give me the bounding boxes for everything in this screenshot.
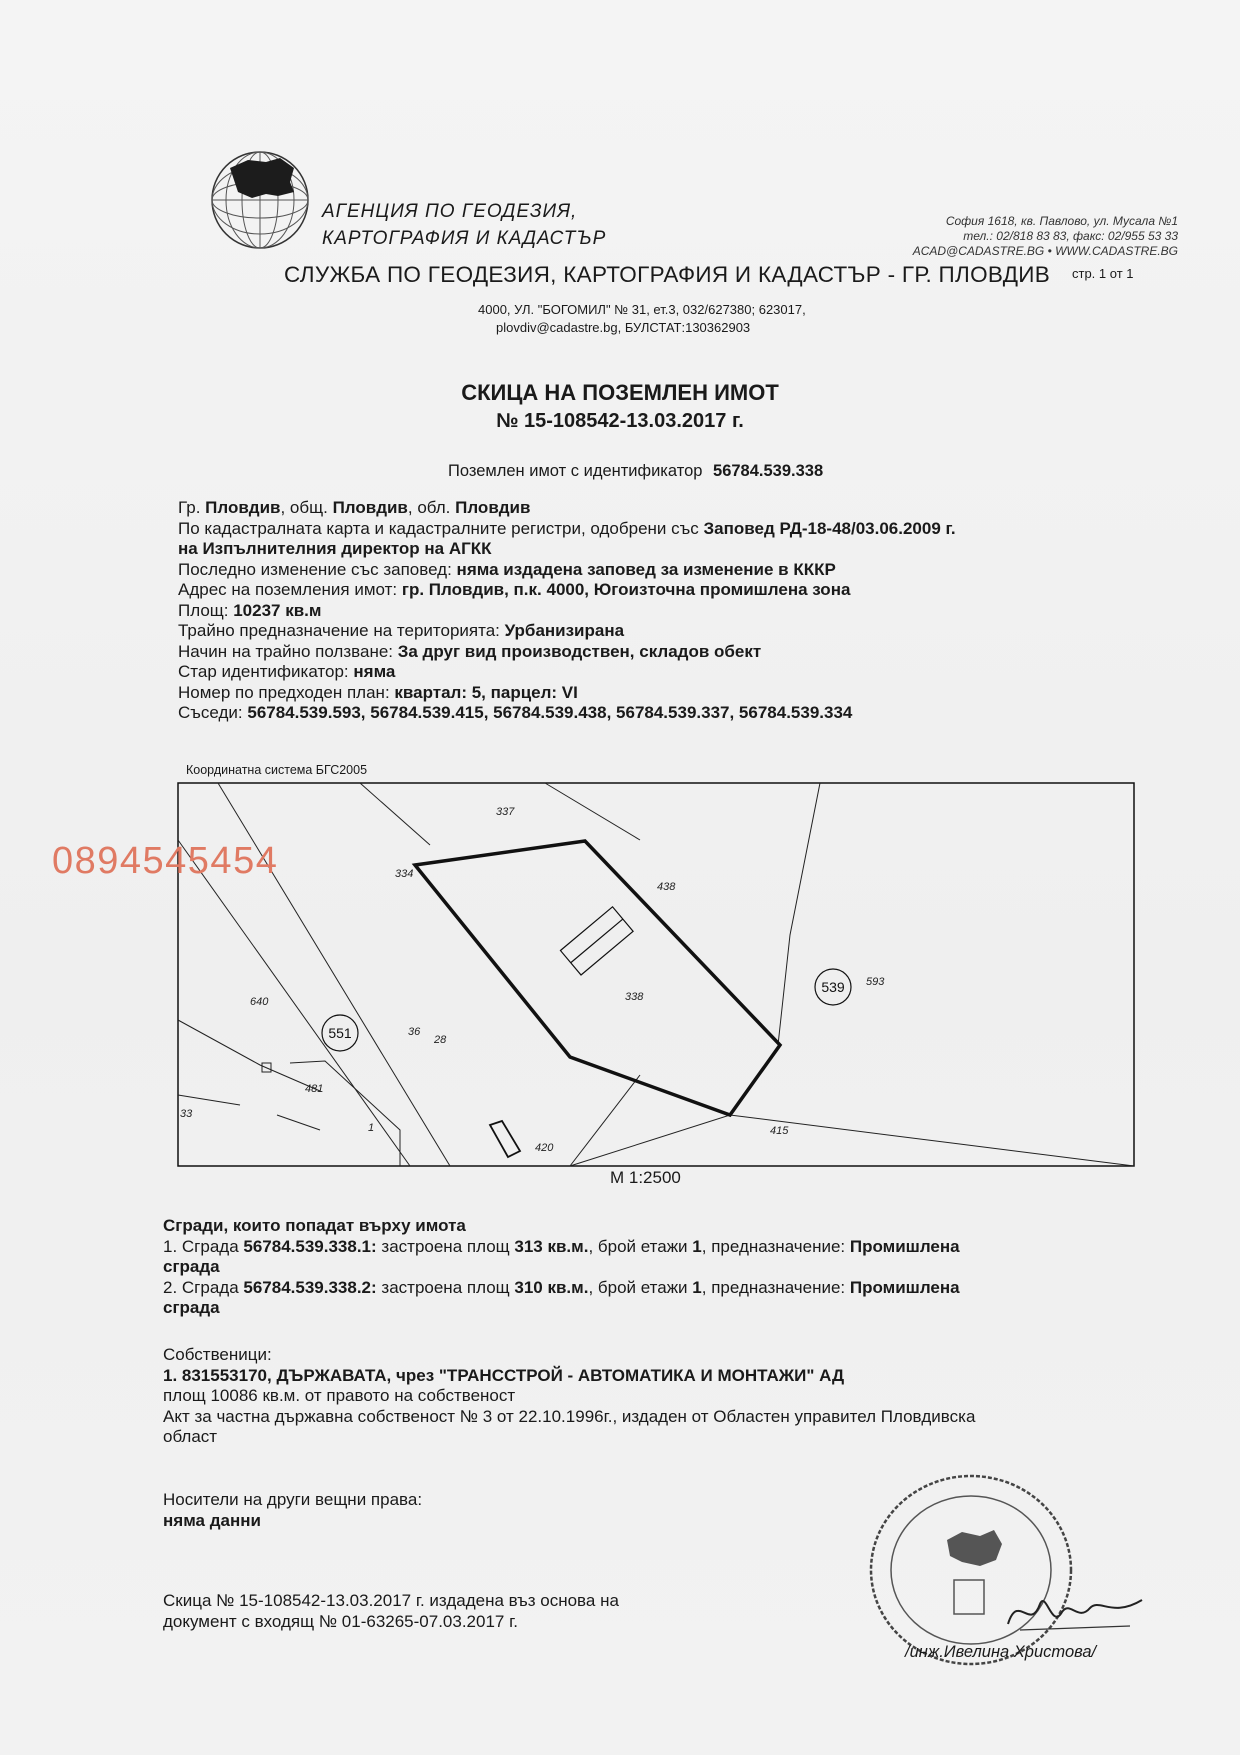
approval-cont: [178, 539, 956, 560]
last-change-line: [178, 560, 956, 581]
neighbors-label: Съседи:: [178, 703, 248, 722]
approval-line: [178, 519, 956, 540]
loc-prefix: , общ.: [280, 498, 333, 517]
boundary-line: [277, 1115, 320, 1130]
old-id-label: Стар идентификатор:: [178, 662, 354, 681]
other-rights-section: [163, 1490, 422, 1531]
contact-address: София 1618, кв. Павлово, ул. Мусала №1: [945, 214, 1178, 228]
building-prefix: 1. Сграда: [163, 1236, 244, 1256]
owner-1-act: Акт за частна държавна собственост № 3 от 22.10.1996г., издаден от Областен управител Пловдивска: [163, 1406, 976, 1426]
parcel-label-334: 334: [395, 868, 414, 880]
buildings-heading: [163, 1216, 960, 1237]
approval-authority: на Изпълнителния директор на АГКК: [178, 539, 492, 558]
identifier-value: 56784.539.338: [713, 462, 824, 480]
parcel-label-337: 337: [496, 806, 515, 818]
usage-value: За друг вид производствен, складов обект: [397, 641, 762, 661]
area-label: Площ:: [178, 600, 234, 620]
parcel-label-28: 28: [434, 1034, 447, 1046]
location-line: [178, 498, 956, 519]
agency-name-line2: КАРТОГРАФИЯ И КАДАСТЪР: [322, 228, 607, 249]
last-change-label: Последно изменение със заповед:: [178, 559, 457, 579]
agency-name: [322, 198, 606, 252]
building-area-label: застроена площ: [376, 1277, 515, 1297]
parcel-label-338: 338: [625, 991, 644, 1003]
block-label-539: 539: [821, 979, 845, 995]
usage-line: [178, 642, 956, 663]
building-id: 56784.539.338.1:: [243, 1236, 377, 1256]
buildings-section: [163, 1216, 960, 1319]
building-purpose-label: , предназначение:: [701, 1277, 850, 1297]
loc-prefix: , обл.: [407, 498, 456, 517]
building-outline: [560, 907, 633, 975]
boundary-line: [290, 1061, 400, 1166]
boundary-line: [570, 1115, 1134, 1166]
building-2-cont: [163, 1298, 960, 1319]
owners-section: [163, 1345, 975, 1448]
building-prefix: 2. Сграда: [163, 1277, 244, 1297]
other-rights-heading: Носители на други вещни права:: [163, 1490, 423, 1509]
owner-1-name: 1. 831553170, ДЪРЖАВАТА, чрез "ТРАНССТРОЙ - АВТОМАТИКА И МОНТАЖИ" АД: [163, 1365, 845, 1385]
approval-value: Заповед РД-18-48/03.06.2009 г.: [703, 518, 956, 538]
building-floors: 1: [692, 1277, 702, 1297]
agency-name-line1: АГЕНЦИЯ ПО ГЕОДЕЗИЯ,: [322, 201, 578, 222]
old-id-line: [178, 662, 956, 683]
issued-section: [163, 1591, 619, 1632]
building-area: 310 кв.м.: [514, 1277, 589, 1297]
owner-1: [163, 1366, 975, 1387]
watermark-phone: 0894545454: [52, 840, 279, 882]
usage-label: Начин на трайно ползване:: [178, 641, 398, 661]
boundary-line: [178, 1095, 240, 1105]
parcel-420-outline: [490, 1121, 520, 1157]
map-frame: [178, 783, 1134, 1166]
loc-prefix: Гр.: [178, 498, 206, 517]
owner-1-act-cont: област: [163, 1427, 218, 1446]
subject-parcel-338: [415, 841, 780, 1115]
old-id-value: няма: [353, 662, 396, 681]
building-purpose: Промишлена: [849, 1236, 960, 1256]
neighbors-value: 56784.539.593, 56784.539.415, 56784.539.438, 56784.539.337, 56784.539.334: [247, 703, 853, 722]
parcel-label-420: 420: [535, 1142, 554, 1154]
map-scale: М 1:2500: [610, 1168, 681, 1187]
parcel-label-640: 640: [250, 996, 269, 1008]
building-1: [163, 1237, 960, 1258]
municipality: Пловдив: [332, 498, 408, 517]
other-rights-value: няма данни: [163, 1510, 261, 1530]
area-value: 10237 кв.м: [233, 600, 322, 620]
purpose-line: [178, 621, 956, 642]
issued-line2: документ с входящ № 01-63265-07.03.2017 г.: [163, 1611, 518, 1631]
property-identifier: [448, 462, 823, 481]
owners-heading: Собственици:: [163, 1345, 272, 1364]
signature: [1000, 1582, 1150, 1642]
building-purpose-cont: сграда: [163, 1298, 220, 1317]
purpose-label: Трайно предназначение на територията:: [178, 621, 505, 640]
purpose-value: Урбанизирана: [504, 621, 625, 640]
building-2: [163, 1278, 960, 1299]
building-id: 56784.539.338.2:: [243, 1277, 377, 1297]
parcel-label-481: 481: [305, 1083, 324, 1095]
property-details: [178, 498, 956, 724]
region: Пловдив: [455, 498, 531, 517]
neighbors-line: [178, 703, 956, 724]
agency-contact: [913, 214, 1178, 259]
parcel-label-415: 415: [770, 1125, 789, 1137]
service-address: 4000, УЛ. "БОГОМИЛ" № 31, ет.3, 032/627380; 623017,: [478, 302, 806, 317]
address-line: [178, 580, 956, 601]
building-floors: 1: [692, 1236, 702, 1256]
address-value: гр. Пловдив, п.к. 4000, Югоизточна промишлена зона: [401, 580, 851, 599]
boundary-line: [178, 1020, 320, 1091]
service-email: plovdiv@cadastre.bg, БУЛСТАТ:130362903: [496, 320, 751, 335]
boundary-line: [570, 1075, 640, 1166]
boundary-line: [778, 783, 820, 1045]
boundary-line: [360, 783, 430, 845]
parcel-label-438: 438: [657, 881, 676, 893]
approval-label: По кадастралната карта и кадастралните регистри, одобрени със: [178, 518, 704, 538]
boundary-line: [178, 840, 410, 1166]
prev-plan-label: Номер по предходен план:: [178, 682, 395, 702]
building-floors-label: , брой етажи: [588, 1277, 693, 1297]
owner-1-area: площ 10086 кв.м. от правото на собственост: [163, 1386, 516, 1405]
page-number: стр. 1 от 1: [1072, 266, 1134, 281]
parcel-label-593: 593: [866, 976, 885, 988]
prev-plan-line: [178, 683, 956, 704]
parcel-label-1: 1: [368, 1122, 375, 1134]
prev-plan-value: квартал: 5, парцел: VI: [394, 682, 578, 702]
contact-phone: тел.: 02/818 83 83, факс: 02/955 53 33: [963, 229, 1178, 243]
contact-web: ACAD@CADASTRE.BG • WWW.CADASTRE.BG: [912, 244, 1178, 258]
identifier-label: Поземлен имот с идентификатор: [448, 462, 703, 480]
agency-logo: [208, 148, 312, 252]
coordinate-system: Координатна система БГС2005: [186, 763, 368, 777]
parcel-label-36: 36: [408, 1026, 421, 1038]
block-label-551: 551: [328, 1025, 352, 1041]
buildings-heading-text: Сгради, които попадат върху имота: [163, 1216, 466, 1235]
service-name: СЛУЖБА ПО ГЕОДЕЗИЯ, КАРТОГРАФИЯ И КАДАСТЪР - ГР. ПЛОВДИВ: [284, 262, 1051, 287]
address-label: Адрес на поземления имот:: [178, 580, 402, 599]
engineer-name: /инж.Ивелина Христова/: [905, 1643, 1097, 1661]
area-line: [178, 601, 956, 622]
building-purpose-cont: сграда: [163, 1257, 220, 1276]
parcel-label-33: 33: [180, 1108, 193, 1120]
document-number: № 15-108542-13.03.2017 г.: [496, 410, 744, 432]
document-title: СКИЦА НА ПОЗЕМЛЕН ИМОТ: [461, 380, 779, 405]
boundary-line: [545, 783, 640, 840]
building-purpose: Промишлена: [849, 1277, 960, 1297]
issued-line1: Скица № 15-108542-13.03.2017 г. издадена въз основа на: [163, 1591, 619, 1610]
building-area-label: застроена площ: [376, 1236, 515, 1256]
cadastral-map: [170, 775, 1140, 1175]
building-area: 313 кв.м.: [514, 1236, 589, 1256]
building-floors-label: , брой етажи: [588, 1236, 693, 1256]
city: Пловдив: [205, 498, 281, 517]
other-rights-value-line: [163, 1511, 422, 1532]
last-change-value: няма издадена заповед за изменение в КККР: [456, 559, 836, 579]
building-1-cont: [163, 1257, 960, 1278]
building-purpose-label: , предназначение:: [701, 1236, 850, 1256]
